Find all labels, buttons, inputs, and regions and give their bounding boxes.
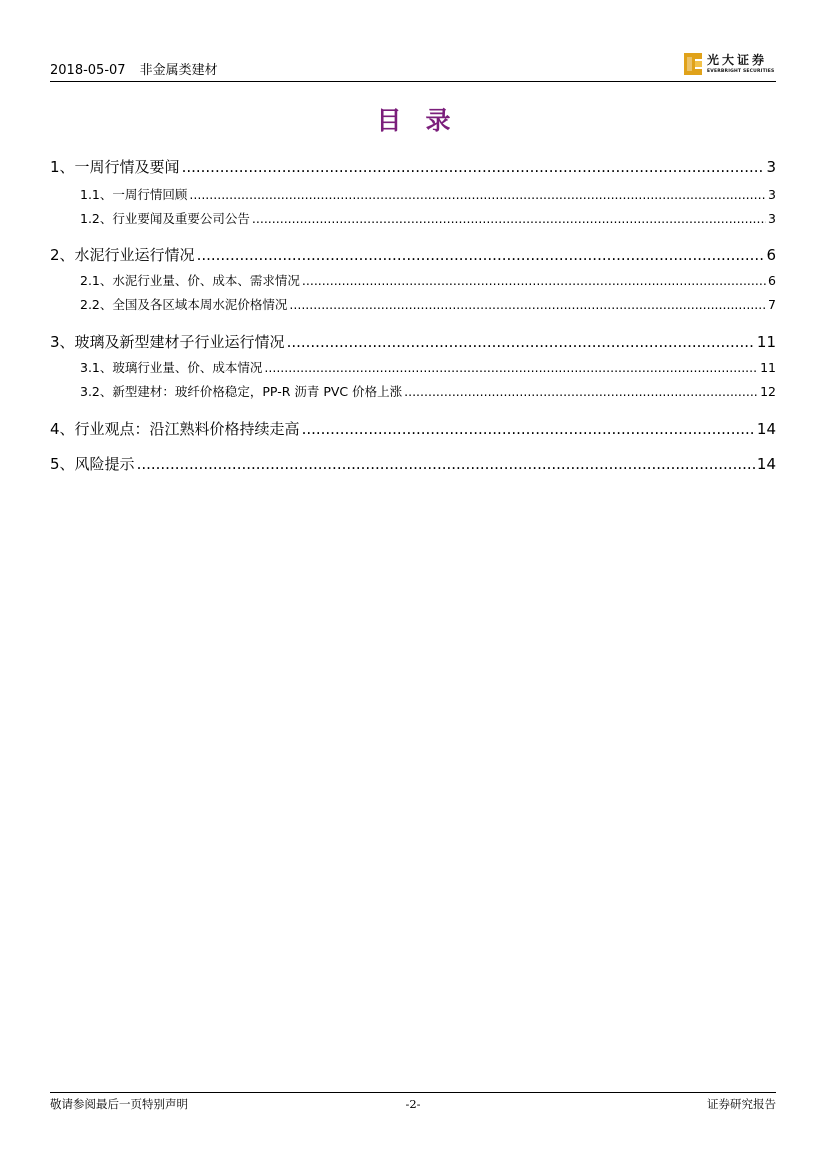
toc-leader-dots xyxy=(189,186,766,204)
toc-entry-number: 3.1、 xyxy=(80,360,113,375)
toc-entry-number: 3.2、 xyxy=(80,384,113,399)
toc-entry[interactable] xyxy=(50,331,776,353)
toc-entry-title: 新型建材：玻纤价格稳定，PP-R 沥青 PVC 价格上涨 xyxy=(112,384,403,399)
footer-disclaimer: 敬请参阅最后一页特别声明 xyxy=(50,1097,188,1111)
toc-entry-page: 6 xyxy=(766,246,776,264)
everbright-logo-icon xyxy=(684,53,702,75)
header-sector: 非金属类建材 xyxy=(139,63,218,78)
toc-leader-dots xyxy=(302,272,766,290)
toc-leader-dots xyxy=(137,453,755,475)
toc-entry-number: 2.2、 xyxy=(80,297,113,312)
page-footer xyxy=(50,1096,776,1114)
toc-entry-title: 行业要闻及重要公司公告 xyxy=(112,211,250,226)
toc-leader-dots xyxy=(289,296,766,314)
toc-entry[interactable] xyxy=(50,418,776,440)
toc-entry[interactable] xyxy=(50,244,776,266)
toc-entry-title: 水泥行业量、价、成本、需求情况 xyxy=(112,273,300,288)
toc-entry[interactable] xyxy=(80,272,776,290)
toc-entry-number: 3、 xyxy=(50,333,75,351)
toc-title: 目录 xyxy=(376,106,475,135)
toc-leader-dots xyxy=(252,210,766,228)
header-info xyxy=(50,62,218,80)
toc-entry-title: 玻璃及新型建材子行业运行情况 xyxy=(74,333,285,351)
toc-entry-title: 一周行情回顾 xyxy=(112,187,188,202)
toc-entry-page: 12 xyxy=(760,384,776,399)
toc-entry-number: 2、 xyxy=(50,246,75,264)
toc-leader-dots xyxy=(197,244,765,266)
toc-leader-dots xyxy=(302,418,755,440)
toc-entry[interactable] xyxy=(50,156,776,178)
footer-doc-type: 证券研究报告 xyxy=(707,1097,776,1111)
toc-entry-title: 全国及各区域本周水泥价格情况 xyxy=(112,297,288,312)
toc-entry-page: 11 xyxy=(760,360,776,375)
toc-entry[interactable] xyxy=(50,453,776,475)
toc-entry-number: 5、 xyxy=(50,455,75,473)
toc-entry-number: 4、 xyxy=(50,420,75,438)
toc-entry-page: 6 xyxy=(768,273,776,288)
toc-entry[interactable] xyxy=(80,359,776,377)
header-date: 2018-05-07 xyxy=(50,63,126,78)
toc-entry-number: 1、 xyxy=(50,158,75,176)
toc-entry-page: 7 xyxy=(768,297,776,312)
toc-entry-page: 3 xyxy=(768,187,776,202)
toc-entry-page: 14 xyxy=(756,420,776,438)
toc-entry-title: 风险提示 xyxy=(74,455,135,473)
header-divider xyxy=(50,81,776,82)
logo-name-en: EVERBRIGHT SECURITIES xyxy=(707,69,775,74)
toc-leader-dots xyxy=(264,359,758,377)
toc-entry-number: 1.1、 xyxy=(80,187,113,202)
page-header xyxy=(50,62,776,82)
toc-entry-title: 一周行情及要闻 xyxy=(74,158,180,176)
toc-entry-page: 11 xyxy=(756,333,776,351)
toc-entry-page: 3 xyxy=(766,158,776,176)
toc-leader-dots xyxy=(404,383,758,401)
logo-name-cn: 光大证券 xyxy=(707,53,768,67)
toc-entry-number: 1.2、 xyxy=(80,211,113,226)
toc-entry[interactable] xyxy=(80,186,776,204)
toc-entry-title: 水泥行业运行情况 xyxy=(74,246,195,264)
footer-page-number: -2- xyxy=(405,1097,421,1111)
company-logo xyxy=(684,53,776,79)
toc-entry-title: 玻璃行业量、价、成本情况 xyxy=(112,360,263,375)
toc-entry-title: 行业观点：沿江熟料价格持续走高 xyxy=(74,420,300,438)
toc-entry[interactable] xyxy=(80,296,776,314)
footer-divider xyxy=(50,1092,776,1093)
toc-entry[interactable] xyxy=(80,383,776,401)
toc-leader-dots xyxy=(287,331,755,353)
toc-entry-page: 3 xyxy=(768,211,776,226)
toc-leader-dots xyxy=(182,156,765,178)
toc-entry[interactable] xyxy=(80,210,776,228)
toc-entry-page: 14 xyxy=(756,455,776,473)
toc-entry-number: 2.1、 xyxy=(80,273,113,288)
